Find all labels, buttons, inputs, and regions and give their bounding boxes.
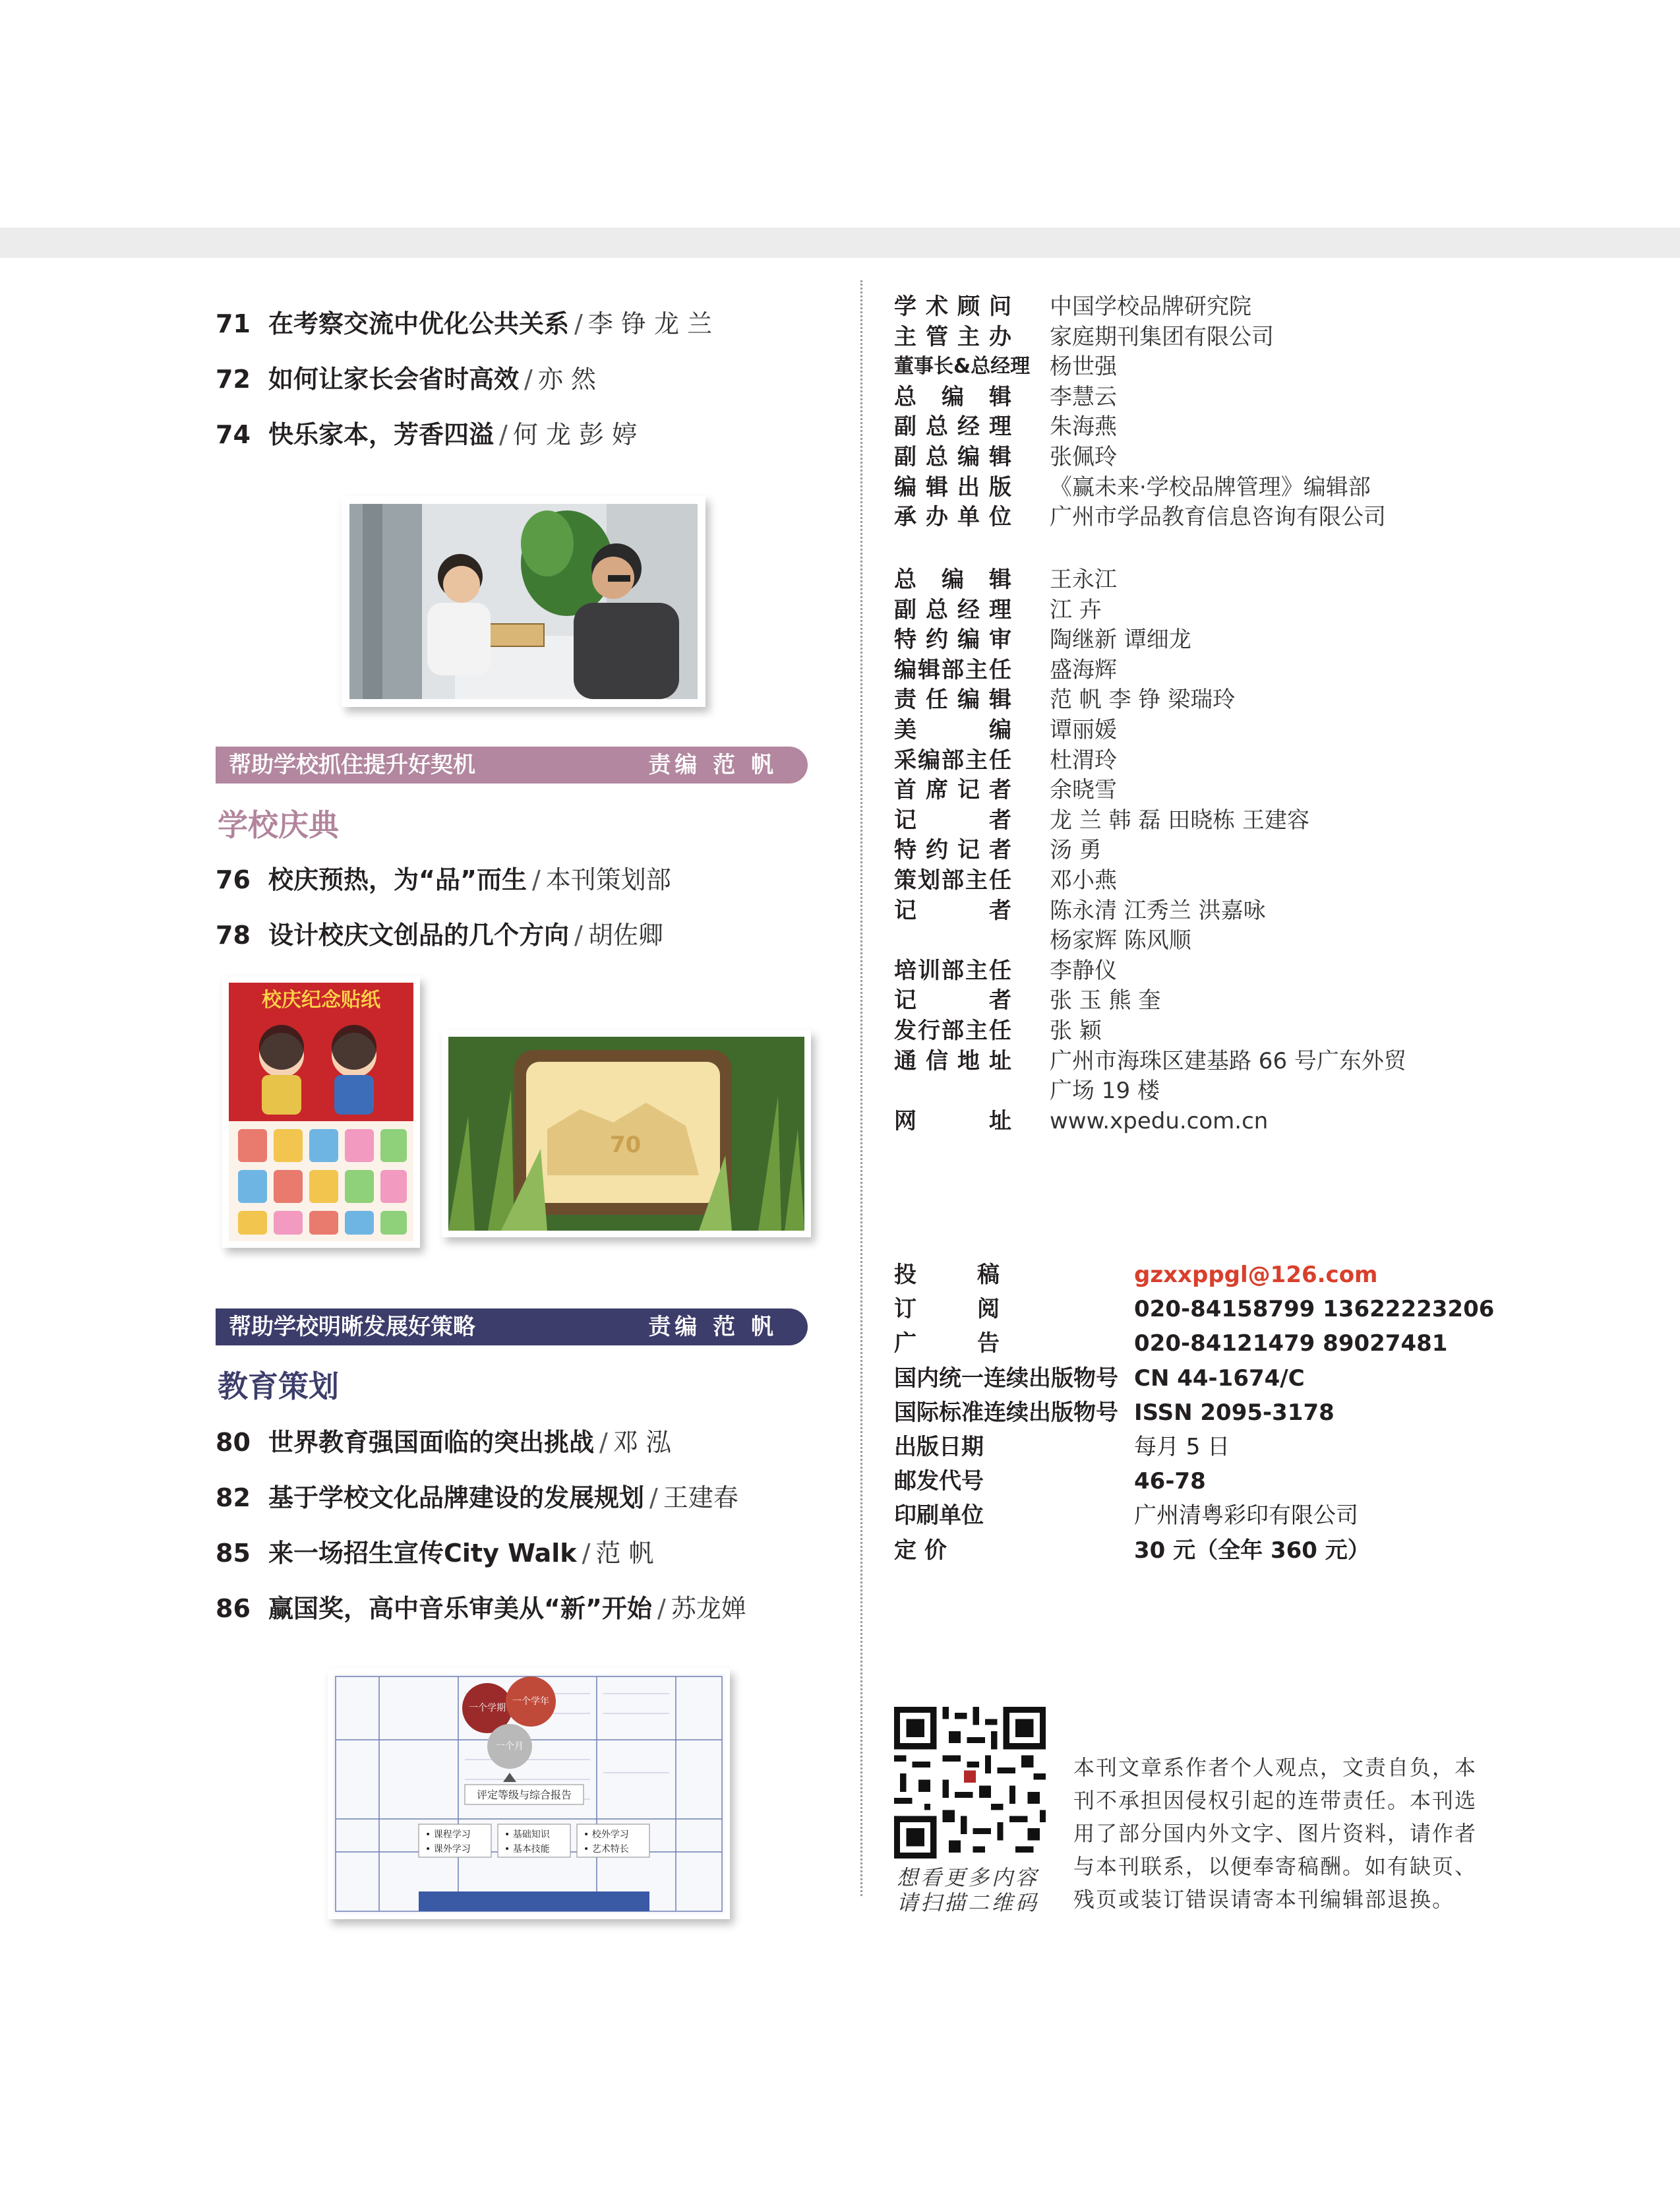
masthead-label: 责任编辑 xyxy=(894,687,1011,714)
page-number: 85 xyxy=(216,1539,251,1568)
separator: / xyxy=(582,1539,591,1568)
article-title: 快乐家本，芳香四溢 xyxy=(268,420,495,449)
sticker-sheet-image xyxy=(229,983,413,1241)
toc-item[interactable] xyxy=(216,860,671,900)
toc-item[interactable] xyxy=(216,1589,746,1628)
banner-editor: 责编 范 帆 xyxy=(648,1314,777,1340)
pubinfo-value: 30 元（全年 360 元） xyxy=(1134,1537,1370,1564)
masthead-value: 李慧云 xyxy=(1050,383,1117,410)
pubinfo-label: 广告 xyxy=(894,1330,1000,1357)
article-title: 设计校庆文创品的几个方向 xyxy=(268,921,570,950)
masthead-value: 杨世强 xyxy=(1050,353,1117,381)
masthead-value: 杜渭玲 xyxy=(1050,747,1117,774)
report-label: 评定等级与综合报告 xyxy=(476,1789,572,1801)
masthead-label: 美编 xyxy=(894,717,1011,743)
diagram-box: • 校外学习 xyxy=(584,1829,629,1840)
qr-code-icon[interactable] xyxy=(894,1707,1046,1859)
masthead-label: 发行部主任 xyxy=(894,1018,1011,1044)
pubinfo-value: 020-84121479 89027481 xyxy=(1134,1330,1448,1357)
masthead-value: 邓小燕 xyxy=(1050,867,1117,894)
masthead-label: 董事长&总经理 xyxy=(894,355,1031,379)
masthead-value: 张 颖 xyxy=(1050,1018,1102,1044)
masthead-value: 龙 兰 韩 磊 田晓栋 王建容 xyxy=(1050,807,1310,834)
toc-item[interactable] xyxy=(216,915,663,955)
sticker-sheet-photo xyxy=(222,976,420,1248)
cycle-label: 一个学年 xyxy=(512,1696,549,1707)
pubinfo-value: CN 44-1674/C xyxy=(1134,1365,1305,1392)
banner-slogan: 帮助学校抓住提升好契机 xyxy=(229,752,475,778)
lightbox-number: 70 xyxy=(610,1132,642,1158)
qr-caption: 请扫描二维码 xyxy=(897,1890,1040,1915)
cycle-label: 一个月 xyxy=(496,1741,524,1752)
masthead-label: 采编部主任 xyxy=(894,747,1011,774)
masthead-value: 盛海辉 xyxy=(1050,656,1117,683)
pubinfo-label: 国内统一连续出版物号 xyxy=(894,1365,1118,1392)
page-number: 76 xyxy=(216,865,251,894)
separator: / xyxy=(531,865,541,894)
masthead-label: 副总经理 xyxy=(894,414,1011,441)
lightbox-image xyxy=(448,1037,804,1231)
pubinfo-label: 订阅 xyxy=(894,1296,1000,1323)
section-title: 学校庆典 xyxy=(218,807,339,843)
email-link[interactable]: gzxxppgl@126.com xyxy=(1134,1262,1378,1288)
toc-item[interactable] xyxy=(216,1478,738,1518)
disclaimer: 本刊文章系作者个人观点，文责自负，本刊不承担因侵权引起的连带责任。本刊选用了部分国内外文字、图片资料，请作者与本刊联系，以便奉寄稿酬。如有缺页、残页或装订错误请寄本刊编辑部退换。 xyxy=(1073,1755,1478,1912)
masthead-value: 中国学校品牌研究院 xyxy=(1050,293,1251,320)
section-title: 教育策划 xyxy=(218,1368,339,1404)
page-number: 72 xyxy=(216,365,251,394)
banner-editor: 责编 范 帆 xyxy=(648,752,777,778)
page-number: 86 xyxy=(216,1594,251,1623)
masthead-value: 陶继新 谭细龙 xyxy=(1050,627,1191,654)
article-author: 王建春 xyxy=(663,1483,738,1512)
toc-item[interactable] xyxy=(216,1533,654,1573)
masthead-value: 广州市学品教育信息咨询有限公司 xyxy=(1050,504,1386,531)
masthead-value: 汤 勇 xyxy=(1050,837,1102,864)
cycle-label: 一个学期 xyxy=(469,1703,506,1713)
top-band xyxy=(0,228,1680,258)
masthead-label: 记者 xyxy=(894,897,1011,924)
diagram-box: • 基础知识 xyxy=(504,1829,550,1840)
article-author: 胡佐卿 xyxy=(587,921,663,950)
article-author: 亦 然 xyxy=(537,365,596,394)
banner-slogan: 帮助学校明晰发展好策略 xyxy=(229,1314,475,1340)
masthead-label: 编辑出版 xyxy=(894,474,1011,501)
masthead-label: 总编辑 xyxy=(894,567,1011,593)
diagram-box: • 课程学习 xyxy=(425,1829,471,1840)
masthead-value: 江 卉 xyxy=(1050,596,1102,623)
masthead-label: 主管主办 xyxy=(894,323,1011,350)
section-banner xyxy=(216,1308,808,1345)
page-number: 71 xyxy=(216,309,251,338)
masthead-value: 范 帆 李 铮 梁瑞玲 xyxy=(1050,687,1236,714)
toc-item[interactable] xyxy=(216,415,637,454)
pubinfo-label: 国际标准连续出版物号 xyxy=(894,1399,1118,1426)
masthead-value: 《赢未来·学校品牌管理》编辑部 xyxy=(1050,474,1371,501)
separator: / xyxy=(649,1483,658,1512)
masthead-value: 李静仪 xyxy=(1050,957,1117,984)
page-number: 74 xyxy=(216,420,251,449)
article-title: 世界教育强国面临的突出挑战 xyxy=(268,1428,595,1457)
separator: / xyxy=(499,420,508,449)
qr-caption: 想看更多内容 xyxy=(897,1865,1040,1890)
pubinfo-label: 邮发代号 xyxy=(894,1468,984,1495)
diagram-box: • 艺术特长 xyxy=(584,1844,629,1855)
masthead-value: 谭丽媛 xyxy=(1050,717,1117,743)
pubinfo-value: 广州清粤彩印有限公司 xyxy=(1134,1502,1358,1529)
article-title: 校庆预热，为“品”而生 xyxy=(268,865,527,894)
page-number: 78 xyxy=(216,921,251,950)
masthead-value: 朱海燕 xyxy=(1050,414,1117,441)
article-title: 在考察交流中优化公共关系 xyxy=(268,309,570,338)
diagram-box: • 课外学习 xyxy=(425,1844,471,1855)
article-title: 如何让家长会省时高效 xyxy=(268,365,520,394)
masthead-value: 张佩玲 xyxy=(1050,444,1117,470)
pubinfo-label: 投稿 xyxy=(894,1262,1000,1288)
article-author: 苏龙婵 xyxy=(671,1594,746,1623)
pubinfo-value: 46-78 xyxy=(1134,1468,1206,1495)
masthead-label: 首席记者 xyxy=(894,777,1011,804)
masthead-label: 培训部主任 xyxy=(894,957,1011,984)
masthead-value: 杨家辉 陈风顺 xyxy=(1050,927,1191,954)
separator: / xyxy=(574,309,583,338)
toc-item[interactable] xyxy=(216,304,712,344)
article-author: 本刊策划部 xyxy=(545,865,671,894)
pubinfo-label: 印刷单位 xyxy=(894,1502,984,1529)
chess-photo-image xyxy=(349,504,698,699)
evaluation-diagram-photo xyxy=(328,1669,730,1919)
column-divider xyxy=(860,280,862,1896)
pubinfo-value: ISSN 2095-3178 xyxy=(1134,1399,1335,1426)
section-banner xyxy=(216,747,808,783)
diagram-box: • 基本技能 xyxy=(504,1844,550,1855)
masthead-label: 编辑部主任 xyxy=(894,656,1011,683)
page-number: 80 xyxy=(216,1428,251,1457)
article-author: 李 铮 龙 兰 xyxy=(587,309,713,338)
masthead-value: 余晓雪 xyxy=(1050,777,1117,804)
masthead-value: 广州市海珠区建基路 66 号广东外贸 xyxy=(1050,1047,1406,1074)
page-number: 82 xyxy=(216,1483,251,1512)
masthead-label: 总编辑 xyxy=(894,383,1011,410)
masthead-value: 家庭期刊集团有限公司 xyxy=(1050,323,1274,350)
toc-item[interactable] xyxy=(216,359,596,399)
masthead-label: 记者 xyxy=(894,807,1011,834)
masthead-value: www.xpedu.com.cn xyxy=(1050,1107,1269,1134)
masthead-label: 特约编审 xyxy=(894,627,1011,654)
article-title: 来一场招生宣传City Walk xyxy=(268,1539,577,1568)
masthead-label: 网址 xyxy=(894,1107,1011,1134)
masthead-label: 记者 xyxy=(894,987,1011,1014)
evaluation-diagram-image xyxy=(333,1674,725,1914)
lightbox-photo xyxy=(442,1030,811,1237)
pubinfo-value: 020-84158799 13622223206 xyxy=(1134,1296,1495,1323)
article-author: 范 帆 xyxy=(595,1539,654,1568)
toc-item[interactable] xyxy=(216,1423,671,1462)
masthead-label: 副总编辑 xyxy=(894,444,1011,470)
pubinfo-value: 每月 5 日 xyxy=(1134,1434,1230,1460)
separator: / xyxy=(524,365,533,394)
masthead-label: 承办单位 xyxy=(894,504,1011,531)
sticker-title: 校庆纪念贴纸 xyxy=(262,989,380,1012)
masthead-value: 广场 19 楼 xyxy=(1050,1078,1160,1105)
masthead-label: 通信地址 xyxy=(894,1047,1011,1074)
masthead-value: 王永江 xyxy=(1050,567,1117,593)
article-author: 何 龙 彭 婷 xyxy=(512,420,638,449)
article-author: 邓 泓 xyxy=(613,1428,671,1457)
article-title: 赢国奖，高中音乐审美从“新”开始 xyxy=(268,1594,652,1623)
masthead-label: 学术顾问 xyxy=(894,293,1011,320)
separator: / xyxy=(599,1428,608,1457)
article-title: 基于学校文化品牌建设的发展规划 xyxy=(268,1483,645,1512)
chess-photo xyxy=(342,496,705,707)
pubinfo-label: 定 价 xyxy=(894,1537,947,1564)
masthead-value: 张 玉 熊 奎 xyxy=(1050,987,1161,1014)
separator: / xyxy=(657,1594,666,1623)
masthead-label: 策划部主任 xyxy=(894,867,1011,894)
separator: / xyxy=(574,921,583,950)
masthead-value: 陈永清 江秀兰 洪嘉咏 xyxy=(1050,897,1266,924)
pubinfo-label: 出版日期 xyxy=(894,1434,984,1460)
masthead-label: 特约记者 xyxy=(894,837,1011,864)
masthead-label: 副总经理 xyxy=(894,596,1011,623)
